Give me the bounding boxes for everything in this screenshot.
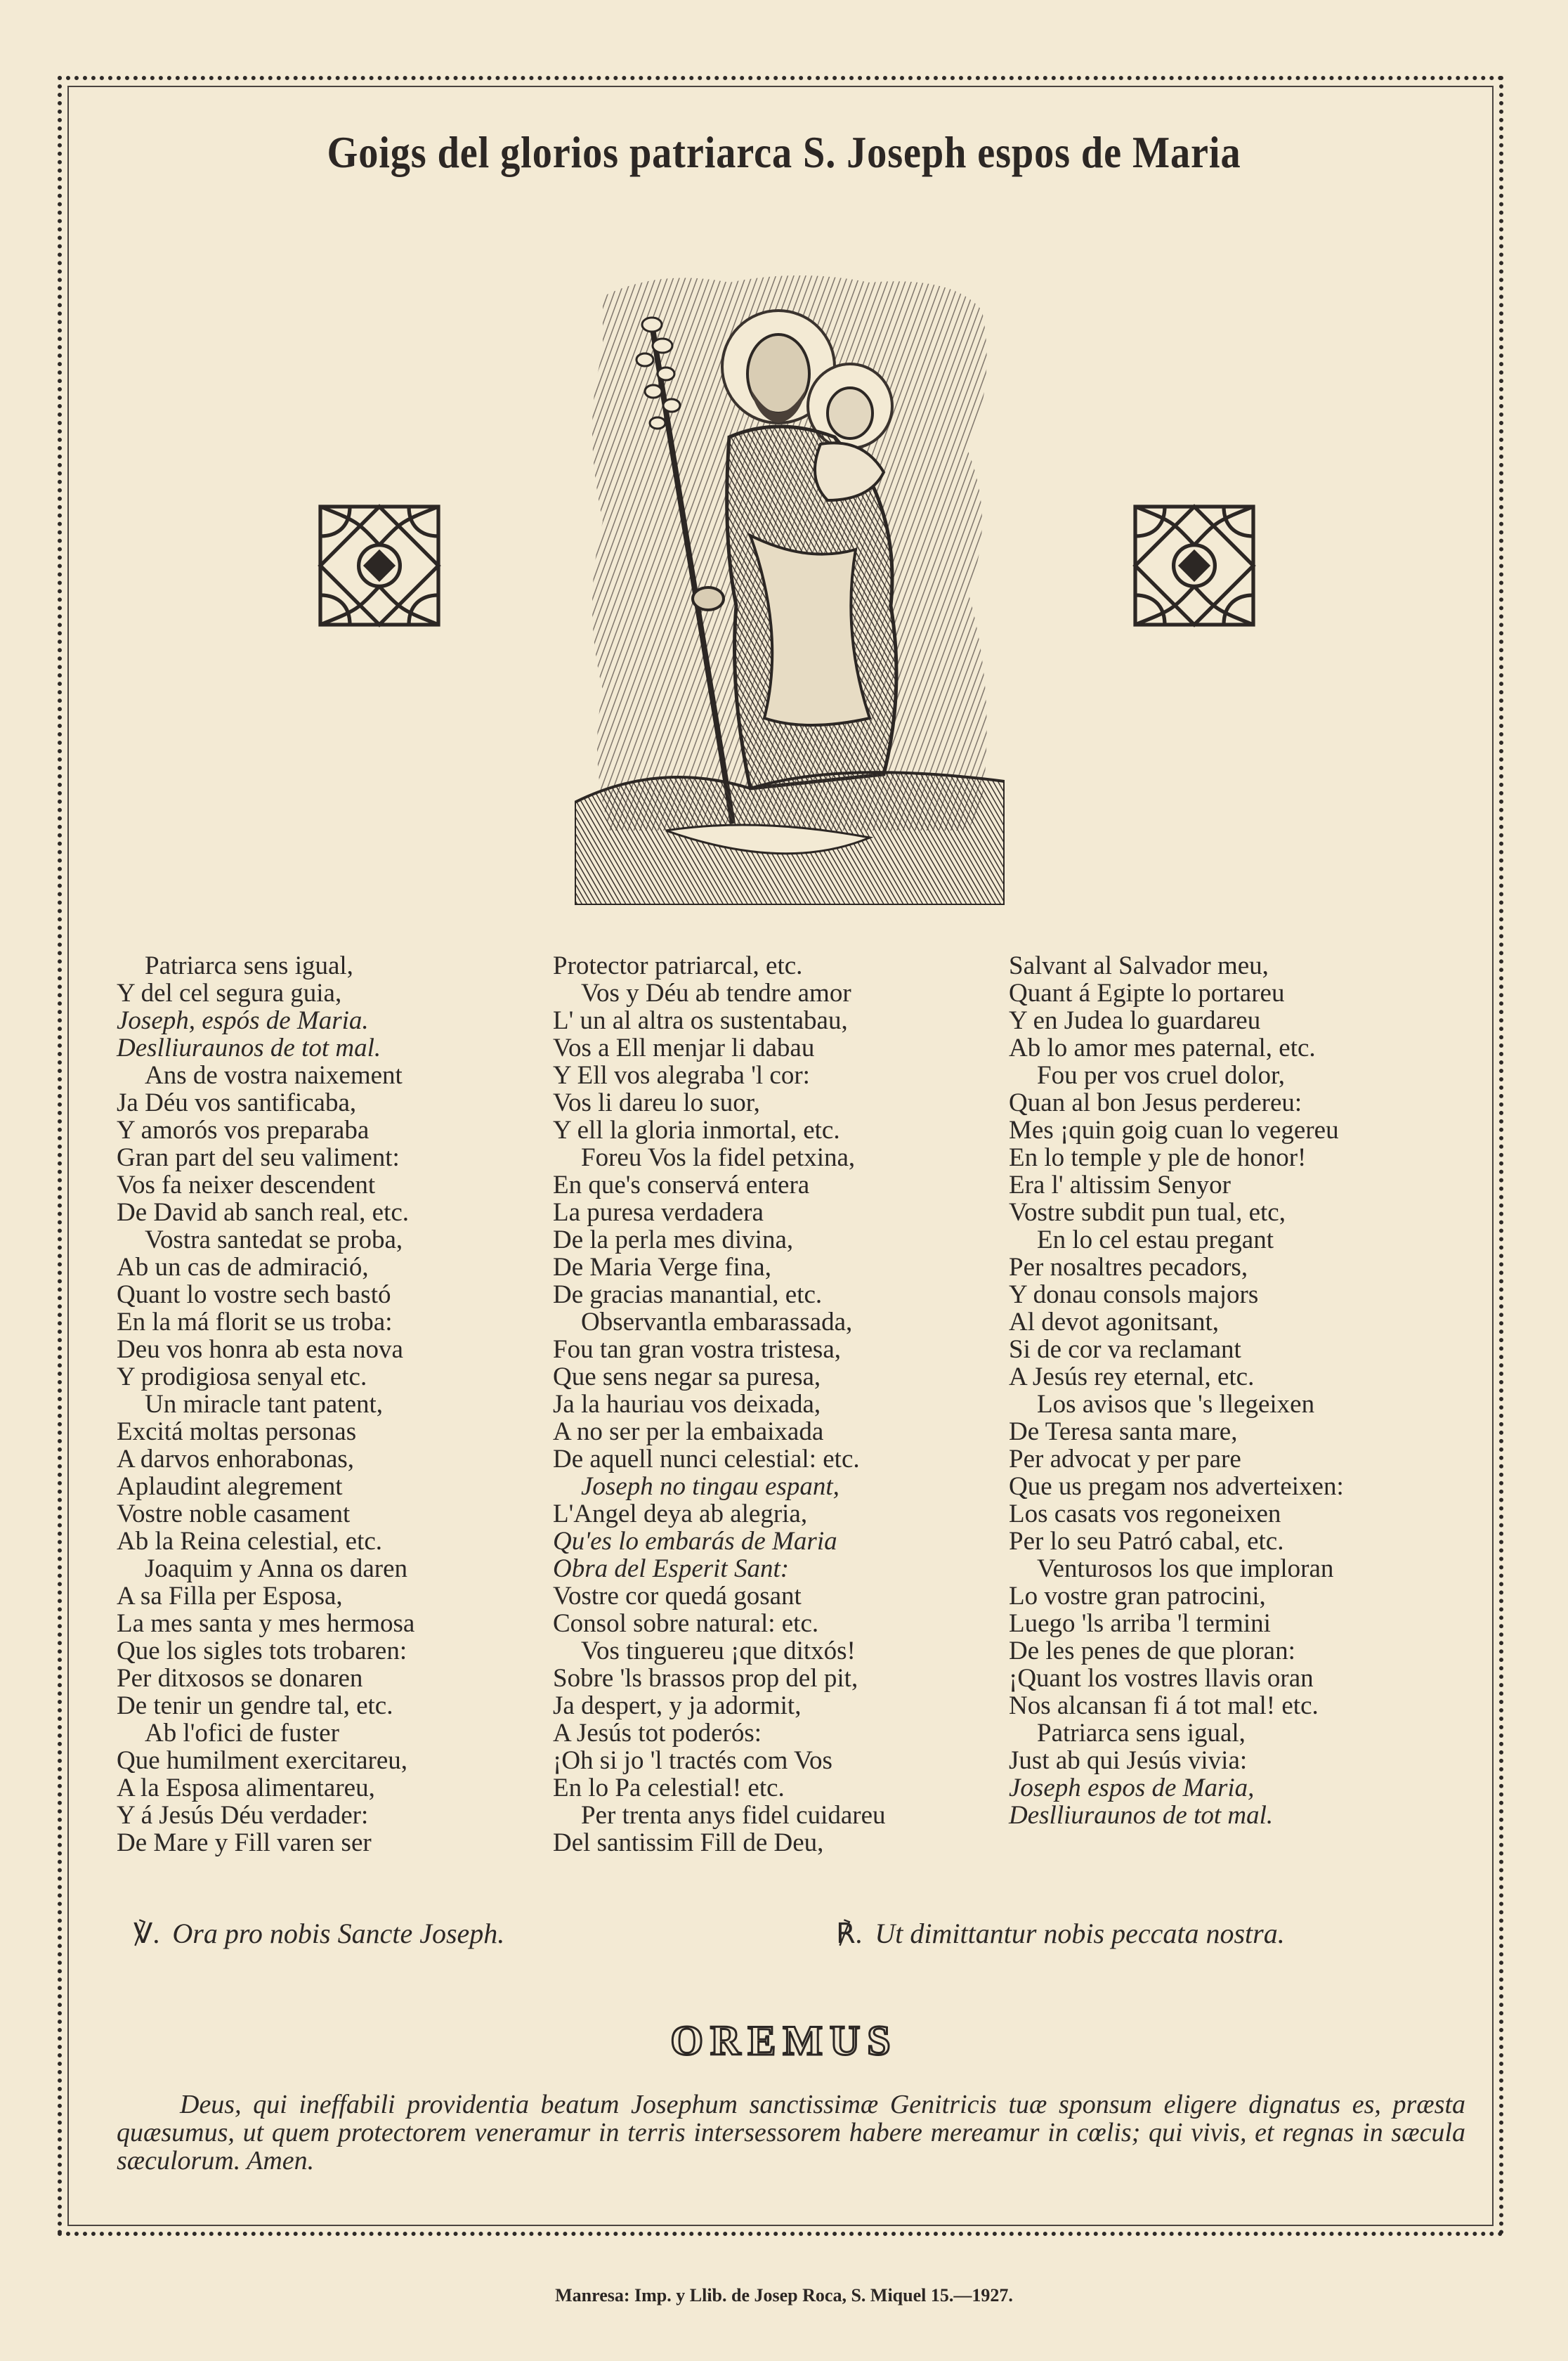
verse-line: Joseph, espós de Maria.: [117, 1006, 369, 1035]
verse-line: Venturosos los que imploran: [1037, 1554, 1334, 1583]
verse-line: De les penes de que ploran:: [1009, 1637, 1295, 1665]
prayer-text: Deus, qui ineffabili providentia beatum Josephum sanctissimæ Genitricis tuæ sponsum eligere dignatus es, præsta quæsumus, ut quem protectorem veneramur in terris intersessorem habere mereamur in cœlis; qui vivis, et regnas in sæcula sæculorum. Amen.: [117, 2090, 1465, 2175]
verse-line: Observantla embarassada,: [581, 1308, 853, 1336]
celtic-knot-ornament-icon: [1121, 492, 1268, 639]
verse-line: De Maria Verge fina,: [553, 1253, 771, 1282]
verse-line: Y prodigiosa senyal etc.: [117, 1362, 367, 1391]
verse-line: Mes ¡quin goig cuan lo vegereu: [1009, 1116, 1339, 1145]
verse-line: Joseph no tingau espant,: [581, 1472, 839, 1501]
verse-line: La puresa verdadera: [553, 1198, 764, 1227]
verse-line: Fou per vos cruel dolor,: [1037, 1061, 1286, 1090]
verse-line: De David ab sanch real, etc.: [117, 1198, 410, 1227]
verse-line: Qu'es lo embarás de Maria: [553, 1527, 837, 1556]
verse-line: Obra del Esperit Sant:: [553, 1554, 790, 1583]
verse-line: Per ditxosos se donaren: [117, 1664, 363, 1693]
verse-line: Deslliuraunos de tot mal.: [117, 1034, 381, 1062]
verse-line: De tenir un gendre tal, etc.: [117, 1691, 393, 1720]
verse-line: Per lo seu Patró cabal, etc.: [1009, 1527, 1284, 1556]
verse-line: Per advocat y per pare: [1009, 1445, 1241, 1474]
verse-line: Foreu Vos la fidel petxina,: [581, 1143, 856, 1172]
verse-line: Quant lo vostre sech bastó: [117, 1280, 391, 1309]
verse-column-1: [117, 952, 414, 1856]
verse-line: Al devot agonitsant,: [1009, 1308, 1220, 1336]
verse-line: Ab la Reina celestial, etc.: [117, 1527, 383, 1556]
verse-line: Los casats vos regoneixen: [1009, 1500, 1281, 1528]
verse-line: Lo vostre gran patrocini,: [1009, 1582, 1266, 1611]
verse-line: Ja la hauriau vos deixada,: [553, 1390, 821, 1419]
verse-line: Patriarca sens igual,: [1037, 1719, 1246, 1748]
verse-line: De Mare y Fill varen ser: [117, 1828, 372, 1857]
verse-line: Joseph espos de Maria,: [1009, 1774, 1255, 1802]
verse-line: Los avisos que 's llegeixen: [1037, 1390, 1315, 1419]
verse-line: L'Angel deya ab alegria,: [553, 1500, 808, 1528]
verse-line: Salvant al Salvador meu,: [1009, 951, 1269, 980]
verse-line: Que us pregam nos adverteixen:: [1009, 1472, 1344, 1501]
verse-line: Ab un cas de admiració,: [117, 1253, 369, 1282]
verse-line: Per nosaltres pecadors,: [1009, 1253, 1248, 1282]
verse-line: Y en Judea lo guardareu: [1009, 1006, 1261, 1035]
verse-line: Excitá moltas personas: [117, 1417, 357, 1446]
verse-line: Que humilment exercitareu,: [117, 1746, 408, 1775]
verse-line: Vos fa neixer descendent: [117, 1171, 376, 1199]
response-text: Ut dimittantur nobis peccata nostra.: [875, 1918, 1285, 1949]
verse-line: Luego 'ls arriba 'l termini: [1009, 1609, 1271, 1638]
verse-line: De aquell nunci celestial: etc.: [553, 1445, 860, 1474]
verse-line: Y á Jesús Déu verdader:: [117, 1801, 369, 1830]
verse-line: Per trenta anys fidel cuidareu: [581, 1801, 886, 1830]
celtic-knot-ornament-icon: [306, 492, 453, 639]
verse-line: Y Ell vos alegraba 'l cor:: [553, 1061, 810, 1090]
verse-line: Y ell la gloria inmortal, etc.: [553, 1116, 840, 1145]
verse-line: Ja despert, y ja adormit,: [553, 1691, 802, 1720]
verse-line: Quan al bon Jesus perdereu:: [1009, 1088, 1302, 1117]
verse-line: Que sens negar sa puresa,: [553, 1362, 821, 1391]
verse-line: Vos tinguereu ¡que ditxós!: [581, 1637, 856, 1665]
versicle: [133, 1917, 504, 1950]
verse-line: Gran part del seu valiment:: [117, 1143, 400, 1172]
verse-line: A sa Filla per Esposa,: [117, 1582, 343, 1611]
oremus-heading: OREMUS: [670, 2017, 898, 2064]
verse-line: A no ser per la embaixada: [553, 1417, 824, 1446]
verse-line: Deu vos honra ab esta nova: [117, 1335, 403, 1364]
verse-line: En la má florit se us troba:: [117, 1308, 393, 1336]
verse-line: A la Esposa alimentareu,: [117, 1774, 375, 1802]
verse-line: En lo Pa celestial! etc.: [553, 1774, 785, 1802]
verse-line: Vos li dareu lo suor,: [553, 1088, 760, 1117]
verse-line: Vostra santedat se proba,: [145, 1225, 403, 1254]
verse-line: ¡Oh si jo 'l tractés com Vos: [553, 1746, 832, 1775]
printer-footer: Manresa: Imp. y Llib. de Josep Roca, S. Miquel 15.—1927.: [555, 2285, 1013, 2305]
verse-line: Aplaudint alegrement: [117, 1472, 343, 1501]
verse-line: Joaquim y Anna os daren: [145, 1554, 408, 1583]
verse-line: L' un al altra os sustentabau,: [553, 1006, 848, 1035]
verse-line: De Teresa santa mare,: [1009, 1417, 1238, 1446]
verse-line: Nos alcansan fi á tot mal! etc.: [1009, 1691, 1319, 1720]
verse-line: ¡Quant los vostres llavis oran: [1009, 1664, 1314, 1693]
response-mark: ℟.: [836, 1918, 863, 1949]
verse-line: Ab lo amor mes paternal, etc.: [1009, 1034, 1316, 1062]
verse-line: Ja Déu vos santificaba,: [117, 1088, 357, 1117]
saint-joseph-engraving-icon: [575, 268, 1005, 905]
verse-line: Si de cor va reclamant: [1009, 1335, 1241, 1364]
versicle-text: Ora pro nobis Sancte Joseph.: [172, 1918, 505, 1949]
verse-line: Vostre subdit pun tual, etc,: [1009, 1198, 1286, 1227]
verse-line: Protector patriarcal, etc.: [553, 951, 803, 980]
verse-line: Vos a Ell menjar li dabau: [553, 1034, 815, 1062]
verse-line: Sobre 'ls brassos prop del pit,: [553, 1664, 858, 1693]
page-title: Goigs del glorios patriarca S. Joseph espos de Maria: [327, 127, 1241, 177]
verse-line: Era l' altissim Senyor: [1009, 1171, 1231, 1199]
verse-line: En que's conservá entera: [553, 1171, 810, 1199]
verse-line: Vos y Déu ab tendre amor: [581, 979, 851, 1008]
verse-line: Del santissim Fill de Deu,: [553, 1828, 824, 1857]
verse-line: De gracias manantial, etc.: [553, 1280, 823, 1309]
verse-line: Y del cel segura guia,: [117, 979, 342, 1008]
verse-line: Deslliuraunos de tot mal.: [1009, 1801, 1274, 1830]
verse-line: Ab l'ofici de fuster: [145, 1719, 339, 1748]
verse-line: En lo cel estau pregant: [1037, 1225, 1274, 1254]
verse-line: Patriarca sens igual,: [145, 951, 353, 980]
verse-line: De la perla mes divina,: [553, 1225, 794, 1254]
verse-line: Y donau consols majors: [1009, 1280, 1259, 1309]
verse-line: Ans de vostra naixement: [145, 1061, 403, 1090]
verse-line: A Jesús rey eternal, etc.: [1009, 1362, 1255, 1391]
response: [836, 1917, 1285, 1950]
verse-line: En lo temple y ple de honor!: [1009, 1143, 1307, 1172]
verse-line: Un miracle tant patent,: [145, 1390, 384, 1419]
verse-column-2: [553, 952, 886, 1856]
verse-line: Vostre cor quedá gosant: [553, 1582, 802, 1611]
verse-line: La mes santa y mes hermosa: [117, 1609, 415, 1638]
verse-line: A darvos enhorabonas,: [117, 1445, 355, 1474]
verse-line: A Jesús tot poderós:: [553, 1719, 762, 1748]
verse-line: Fou tan gran vostra tristesa,: [553, 1335, 841, 1364]
verse-line: Quant á Egipte lo portareu: [1009, 979, 1285, 1008]
verse-line: Just ab qui Jesús vivia:: [1009, 1746, 1248, 1775]
verse-line: Vostre noble casament: [117, 1500, 351, 1528]
verse-line: Y amorós vos preparaba: [117, 1116, 370, 1145]
verse-column-3: [1009, 952, 1344, 1829]
verse-line: Consol sobre natural: etc.: [553, 1609, 819, 1638]
verse-line: Que los sigles tots trobaren:: [117, 1637, 407, 1665]
versicle-mark: ℣.: [133, 1918, 160, 1949]
